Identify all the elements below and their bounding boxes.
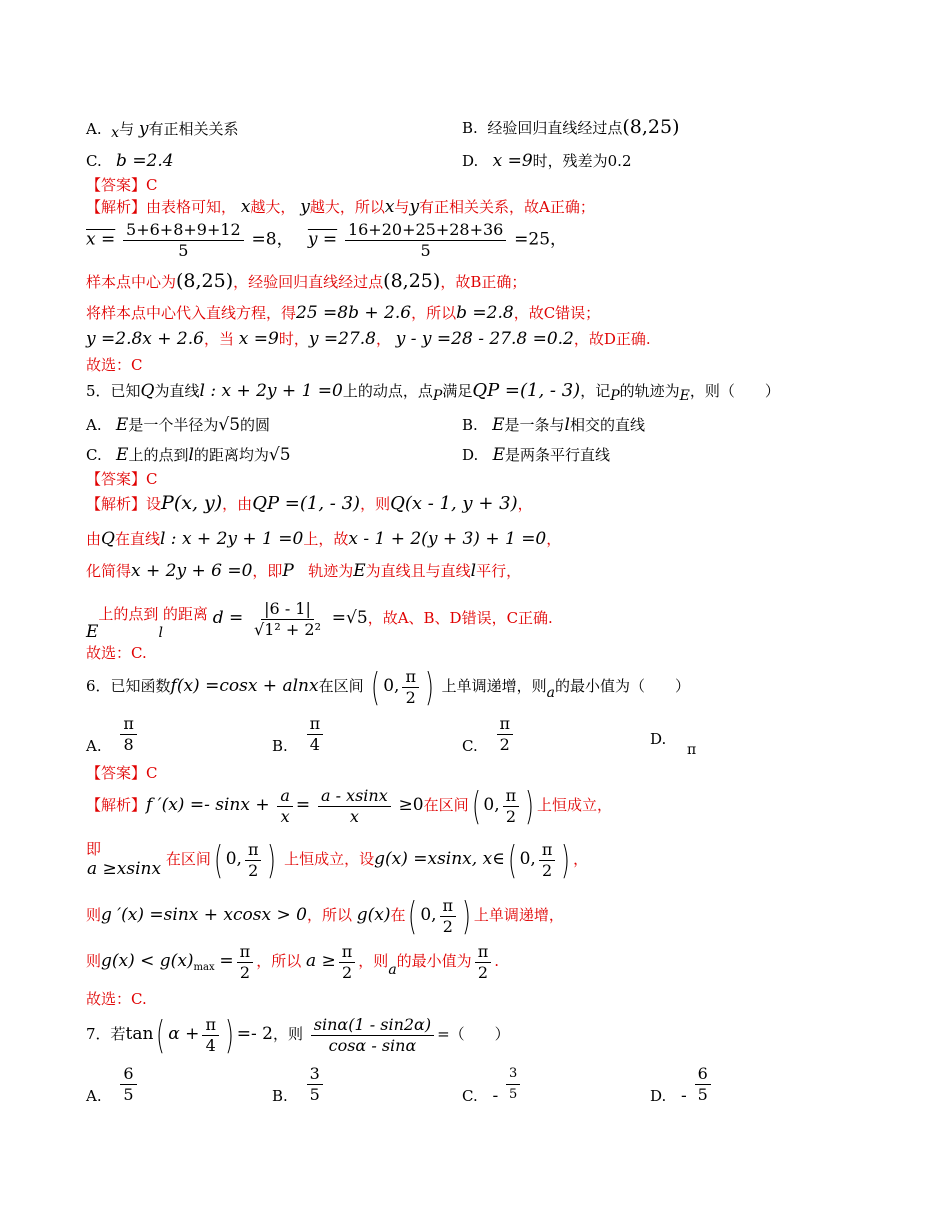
denominator: 5: [697, 1085, 708, 1104]
q5-conclusion: 故选：C.: [86, 644, 147, 662]
denominator: 2: [505, 806, 516, 826]
numerator: π: [120, 714, 137, 735]
math: =25，: [514, 229, 568, 250]
denominator: 5: [178, 241, 189, 260]
denominator: 2: [442, 916, 453, 936]
fraction: [695, 1064, 711, 1105]
numerator: π: [339, 942, 356, 963]
text: ，则: [360, 495, 391, 513]
text: 平行，: [476, 562, 522, 580]
text: 则: [86, 906, 102, 924]
fraction: [539, 840, 556, 881]
option-label: C.: [462, 1086, 478, 1105]
q5-stem: [86, 380, 780, 403]
math: QP =(1, - 3): [472, 380, 581, 401]
math: g(x) =xsinx, x∈: [374, 849, 505, 869]
right-paren: ): [424, 665, 434, 709]
math: a: [546, 685, 555, 701]
q5-explanation-line-4: [86, 596, 553, 641]
math: P: [432, 388, 443, 404]
q4-explanation-line-4: [86, 302, 600, 324]
math: =- 2: [236, 1024, 273, 1044]
math: g ′(x) =sinx + xcosx > 0: [101, 905, 307, 925]
math: d =: [212, 608, 244, 628]
numerator: π: [307, 714, 324, 735]
math: y =2.8x + 2.6: [86, 329, 204, 349]
denominator: x: [349, 806, 359, 826]
math: E: [115, 415, 129, 435]
explanation-label: 【解析】: [86, 495, 147, 513]
math: l : x + 2y + 1 =0: [199, 381, 343, 401]
option-label: B.: [462, 416, 478, 434]
text: ，所以: [411, 304, 457, 322]
text: 上的点到: [98, 605, 159, 623]
numerator: 16+20+25+28+36: [345, 220, 506, 241]
text: ，则: [358, 952, 389, 970]
numerator: a: [277, 786, 293, 807]
text: =（ ）: [437, 1025, 510, 1043]
math: 0,: [383, 676, 400, 696]
text: 即: [86, 840, 102, 858]
numerator: 3: [307, 1064, 323, 1085]
math: E: [492, 445, 505, 465]
text: ，记: [580, 382, 611, 400]
denominator: 5: [509, 1087, 518, 1102]
text: 经验回归直线经过点: [487, 119, 623, 137]
text: 在区间: [165, 850, 211, 868]
denominator: 2: [477, 962, 489, 982]
fraction: [237, 942, 254, 983]
text: 越大，: [250, 198, 296, 216]
numerator: π: [202, 1015, 219, 1036]
math-var: x: [240, 197, 251, 217]
math: 0,: [519, 849, 536, 869]
numerator: π: [245, 840, 262, 861]
text: 样本点中心为: [86, 273, 177, 291]
numerator: π: [237, 942, 254, 963]
option-label: D.: [462, 152, 479, 170]
fraction: [202, 1015, 219, 1056]
numerator: a - xsinx: [318, 786, 391, 807]
denominator: cosα - sinα: [328, 1035, 417, 1055]
fraction: [120, 714, 137, 755]
q4-explanation-line-1: [86, 196, 595, 218]
text: 上单调递增，: [473, 906, 564, 924]
math: x =9: [492, 151, 533, 171]
denominator: 4: [205, 1035, 216, 1055]
text: 则: [86, 952, 102, 970]
text: 是两条平行直线: [505, 446, 611, 464]
text: 由: [86, 530, 102, 548]
fraction: [339, 942, 356, 983]
text: ，所以: [256, 952, 302, 970]
math: E: [679, 388, 690, 404]
option-label: B.: [462, 119, 478, 137]
math: =: [219, 951, 234, 971]
math: π: [687, 742, 697, 758]
math-var: y: [300, 197, 310, 217]
left-paren: (: [471, 784, 481, 828]
numerator: π: [440, 896, 457, 917]
fraction: [307, 714, 324, 755]
text: ，经验回归直线经过点: [233, 273, 384, 291]
fraction: [475, 942, 492, 983]
denominator: 4: [309, 735, 320, 754]
q5-option-a: [86, 414, 270, 436]
fraction: [307, 1064, 323, 1105]
option-label: A.: [86, 736, 102, 755]
left-paren: (: [371, 665, 381, 709]
text: ，: [573, 850, 589, 868]
math: b =2.8: [456, 303, 514, 323]
option-label: C.: [86, 152, 102, 170]
option-label: C.: [462, 736, 478, 755]
text: 上的点到: [128, 446, 189, 464]
math: (8,25): [383, 270, 441, 292]
fraction: [311, 1015, 434, 1056]
text: 有正相关关系，故A正确；: [419, 198, 595, 216]
denominator: 2: [541, 860, 553, 880]
math: P: [610, 388, 620, 404]
fraction: [251, 599, 324, 640]
numerator: 6: [695, 1064, 711, 1085]
q4-mean-formulas: [86, 220, 567, 261]
text: 与: [394, 198, 410, 216]
text: ，则: [273, 1025, 304, 1043]
numerator: π: [503, 786, 520, 807]
math: f(x) =cosx + alnx: [170, 676, 319, 696]
fraction: [277, 786, 293, 827]
text: ，即: [252, 562, 283, 580]
explanation-label: 【解析】: [86, 198, 147, 216]
denominator: 8: [123, 735, 134, 754]
explanation-label: 【解析】: [86, 796, 147, 814]
q5-answer: 【答案】C: [86, 470, 158, 488]
q7-option-c: [462, 1064, 523, 1105]
math: b =2.4: [116, 151, 174, 171]
math: x - 1 + 2(y + 3) + 1 =0: [348, 529, 547, 549]
q5-option-d: [462, 444, 610, 466]
q5-explanation-line-1: [86, 492, 533, 515]
right-paren: ): [561, 838, 571, 882]
text: 设: [146, 495, 162, 513]
q7-option-b: [272, 1064, 326, 1105]
option-label: B.: [272, 1086, 288, 1105]
fraction: [120, 1064, 136, 1105]
text: 的轨迹为: [619, 382, 680, 400]
math: (8,25): [176, 270, 234, 292]
text: ，: [546, 530, 562, 548]
math: α +: [168, 1024, 200, 1044]
q6-explanation-line-4: [86, 940, 499, 989]
fraction: [497, 714, 514, 755]
math: ≥0: [398, 795, 424, 815]
math: tan: [125, 1024, 154, 1044]
q6-answer: 【答案】C: [86, 764, 158, 782]
text: 在区间: [318, 677, 364, 695]
numerator: sinα(1 - sin2α): [311, 1015, 434, 1036]
option-label: A.: [86, 1086, 102, 1105]
math: l: [470, 561, 477, 581]
math: x =9: [238, 329, 279, 349]
denominator: 5: [309, 1085, 320, 1104]
fraction: [503, 786, 520, 827]
text: 化简得: [86, 562, 132, 580]
left-paren: (: [213, 838, 223, 882]
q6-option-c: [462, 714, 516, 755]
q6-explanation-line-1: [86, 784, 612, 827]
numerator: π: [475, 942, 492, 963]
right-paren: ): [462, 894, 471, 938]
q7-option-a: [86, 1064, 140, 1105]
math: y - y =28 - 27.8 =0.2: [395, 329, 574, 349]
math: E: [86, 622, 99, 642]
math: a ≥: [305, 951, 336, 971]
text: 上的动点，点: [342, 382, 433, 400]
numerator: 3: [506, 1064, 520, 1085]
q7-option-d: [650, 1064, 714, 1105]
text: 7．若: [86, 1025, 126, 1043]
math: -: [492, 1085, 499, 1106]
text: ，由: [222, 495, 253, 513]
denominator: 2: [239, 962, 251, 982]
text: 满足: [442, 382, 473, 400]
denominator: x: [280, 806, 290, 826]
q4-conclusion: 故选：C: [86, 356, 143, 374]
math: y =: [307, 229, 338, 250]
numerator: π: [497, 714, 514, 735]
q4-option-c: [86, 150, 174, 172]
denominator: √1² + 2²: [254, 619, 321, 639]
option-label: A.: [86, 416, 102, 434]
math: P: [282, 561, 294, 581]
fraction: [402, 667, 419, 708]
left-paren: (: [156, 1013, 166, 1057]
right-paren: ): [525, 784, 535, 828]
text: ，故A、B、D错误，C正确.: [367, 609, 553, 627]
fraction: [318, 786, 391, 827]
math: √5: [218, 415, 241, 435]
q6-option-a: [86, 714, 140, 755]
option-label: D.: [462, 446, 479, 464]
right-paren: ): [267, 838, 277, 882]
text: 在: [390, 906, 406, 924]
text: ，: [375, 330, 391, 348]
math: =: [295, 795, 311, 815]
text: 5．已知: [86, 382, 141, 400]
q5-option-b: [462, 414, 645, 436]
right-paren: ): [224, 1013, 234, 1057]
denominator: 2: [499, 735, 510, 754]
left-paren: (: [408, 894, 418, 938]
text: ，故B正确；: [440, 273, 527, 291]
math: 0,: [420, 905, 437, 925]
denominator: 2: [341, 962, 353, 982]
math: =8，: [251, 229, 294, 250]
denominator: 2: [405, 687, 416, 707]
fraction: [440, 896, 457, 937]
q5-option-c: [86, 444, 291, 466]
q6-explanation-line-2: [86, 838, 588, 881]
text: ，: [517, 495, 533, 513]
text: 的距离: [162, 605, 208, 623]
q6-conclusion: 故选：C.: [86, 990, 147, 1008]
math: l: [188, 445, 194, 465]
math: =√5: [331, 608, 368, 628]
math: l : x + 2y + 1 =0: [159, 529, 304, 549]
fraction: [123, 220, 244, 261]
math: E: [116, 445, 129, 465]
text: 的距离均为: [193, 446, 269, 464]
fraction: [245, 840, 262, 881]
math: E: [492, 415, 505, 435]
text: 时，: [278, 330, 309, 348]
text: 是一条与: [504, 416, 565, 434]
text: ，故C错误；: [513, 304, 601, 322]
fraction: [506, 1064, 520, 1105]
text: .: [494, 952, 499, 970]
math: l: [158, 625, 163, 641]
text: 为直线: [154, 382, 200, 400]
text: 上恒成立，设: [284, 850, 375, 868]
numerator: |6 - 1|: [261, 599, 314, 620]
q6-option-b: [272, 714, 326, 755]
q5-explanation-line-2: [86, 528, 561, 550]
text: 是一个半径为: [128, 416, 219, 434]
denominator: 5: [123, 1085, 134, 1104]
text: 上恒成立，: [537, 796, 613, 814]
text: 6．已知函数: [86, 677, 171, 695]
math: a ≥xsinx: [87, 859, 162, 879]
text: 轨迹为: [308, 562, 354, 580]
math: a: [388, 962, 397, 978]
text: ，当: [203, 330, 234, 348]
fraction: [345, 220, 506, 261]
text: 由表格可知，: [146, 198, 237, 216]
text: 越大，所以: [309, 198, 385, 216]
math: x =: [86, 229, 116, 250]
numerator: π: [539, 840, 556, 861]
math: E: [353, 561, 366, 581]
option-label: B.: [272, 736, 288, 755]
q4-option-b: [462, 116, 680, 139]
text: 的最小值为: [396, 952, 472, 970]
math: 0,: [225, 849, 242, 869]
text: ，故D正确.: [573, 330, 651, 348]
math: y =27.8: [308, 329, 376, 349]
text: 上，故: [303, 530, 349, 548]
math-var: x: [111, 125, 120, 141]
q7-stem: [86, 1010, 510, 1058]
option-label: D.: [650, 730, 667, 748]
math: (8,25): [622, 116, 680, 138]
option-label: C.: [86, 446, 102, 464]
math-var: x: [384, 197, 395, 217]
subscript: max: [193, 962, 215, 973]
numerator: 6: [120, 1064, 136, 1085]
text: 与: [119, 120, 135, 138]
denominator: 2: [248, 860, 259, 880]
text: 时，残差为0.2: [532, 152, 632, 170]
math: QP =(1, - 3): [252, 493, 361, 514]
text: 的最小值为（ ）: [554, 677, 690, 695]
math: 25 =8b + 2.6: [296, 303, 412, 323]
option-label: A.: [86, 120, 102, 138]
text: ，所以: [306, 906, 352, 924]
q4-option-d: [462, 150, 632, 172]
text: 上单调递增，则: [441, 677, 547, 695]
text: 相交的直线: [569, 416, 645, 434]
left-paren: (: [507, 838, 517, 882]
math: Q: [140, 381, 155, 401]
math: x + 2y + 6 =0: [131, 561, 253, 581]
denominator: 5: [420, 241, 431, 260]
math: P(x, y): [161, 492, 223, 514]
q5-explanation-line-3: [86, 560, 521, 582]
math: l: [564, 415, 570, 435]
text: 在区间: [423, 796, 469, 814]
text: 有正相关关系: [148, 120, 239, 138]
q4-explanation-line-3: [86, 270, 526, 293]
math: f ′(x) =- sinx +: [146, 795, 270, 815]
text: 在直线: [114, 530, 160, 548]
numerator: 5+6+8+9+12: [123, 220, 244, 241]
q6-explanation-line-3: [86, 894, 564, 937]
text: 为直线且与直线: [365, 562, 471, 580]
numerator: π: [402, 667, 419, 688]
math: -: [681, 1085, 687, 1106]
text: 的圆: [240, 416, 271, 434]
option-label: D.: [650, 1086, 667, 1105]
math: √5: [268, 445, 291, 465]
math: g(x) < g(x): [101, 951, 194, 971]
text: ，则（ ）: [689, 382, 780, 400]
q6-stem: [86, 666, 690, 708]
math: Q(x - 1, y + 3): [390, 493, 518, 514]
math-var: y: [138, 119, 149, 139]
math: Q: [101, 529, 115, 549]
math: 0,: [483, 795, 500, 815]
text: 将样本点中心代入直线方程，得: [86, 304, 297, 322]
q4-answer: 【答案】C: [86, 176, 158, 194]
math: g(x): [356, 905, 391, 925]
q4-option-a: [86, 118, 238, 141]
math-var: y: [409, 197, 420, 217]
q4-explanation-line-5: [86, 328, 651, 350]
q6-option-d: [650, 728, 697, 758]
